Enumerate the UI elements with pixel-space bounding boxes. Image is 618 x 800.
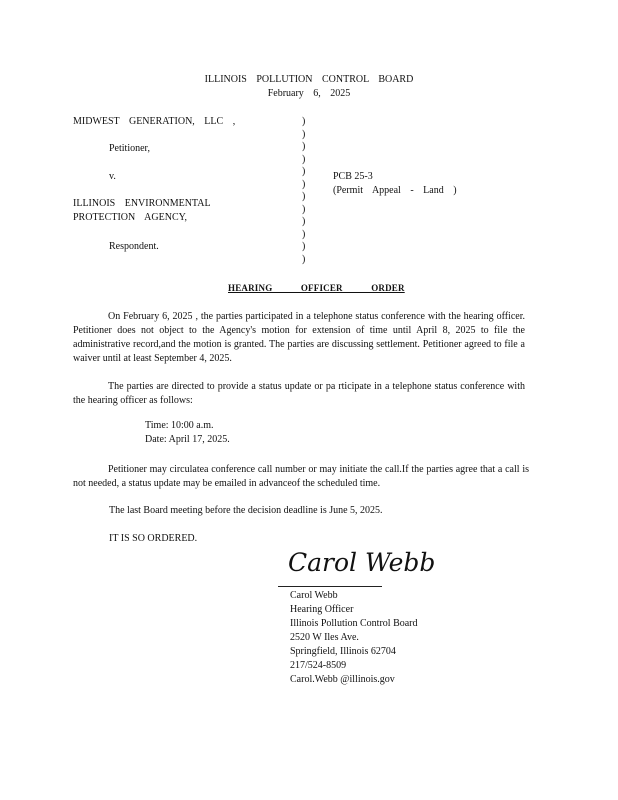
signer-title: Hearing Officer	[290, 604, 354, 615]
paragraph-deadline: The last Board meeting before the decision deadline is June 5, 2025.	[109, 505, 383, 516]
signer-phone: 217/524-8509	[290, 660, 347, 671]
order-title: HEARING OFFICER ORDER	[228, 283, 405, 293]
signature-block	[290, 589, 418, 687]
signature-script: Carol Webb	[288, 548, 436, 577]
case-type: (Permit Appeal - Land )	[333, 185, 457, 196]
order-date: February 6, 2025	[267, 88, 351, 99]
petitioner-label: Petitioner,	[109, 143, 150, 154]
paragraph-status-conference: On February 6, 2025 , the parties participated in a telephone status conference with the hearing officer. Petitioner does not object to the Agency's motion for extension of time until April 8, 2025 to file the administrative record,and the motion is granted. The parties are discussing settlement. Petitioner agreed to file a waiver until at least September 4, 2025.	[73, 311, 525, 364]
respondent-line-1: ILLINOIS ENVIRONMENTAL	[73, 198, 211, 209]
handwritten-signature	[286, 540, 436, 582]
paragraph-directive: The parties are directed to provide a status update or pa rticipate in a telephone status conference with the hearing officer as follows:	[73, 381, 525, 406]
agency-title: ILLINOIS POLLUTION CONTROL BOARD	[204, 74, 414, 85]
case-number: PCB 25-3	[333, 171, 373, 182]
conference-time: Time: 10:00 a.m.	[145, 420, 214, 431]
signer-address: 2520 W Iles Ave.	[290, 632, 359, 643]
versus-label: v.	[109, 171, 116, 182]
signer-city: Springfield, Illinois 62704	[290, 646, 396, 657]
signer-name: Carol Webb	[290, 590, 338, 601]
caption-parentheses: ) ) ) ) ) ) ) ) ) ) ) )	[302, 116, 306, 265]
respondent-label: Respondent.	[109, 241, 159, 252]
signer-email[interactable]: Carol.Webb @illinois.gov	[290, 674, 395, 685]
petitioner-name: MIDWEST GENERATION, LLC ,	[73, 116, 236, 127]
conference-date: Date: April 17, 2025.	[145, 434, 230, 445]
so-ordered: IT IS SO ORDERED.	[109, 533, 198, 544]
paragraph-call-instructions: Petitioner may circulatea conference call number or may initiate the call.If the parties agree that a call is not needed, a status update may be emailed in advanceof the scheduled time.	[73, 464, 529, 489]
respondent-line-2: PROTECTION AGENCY,	[73, 212, 188, 223]
signature-line	[278, 586, 382, 587]
signer-organization: Illinois Pollution Control Board	[290, 618, 418, 629]
